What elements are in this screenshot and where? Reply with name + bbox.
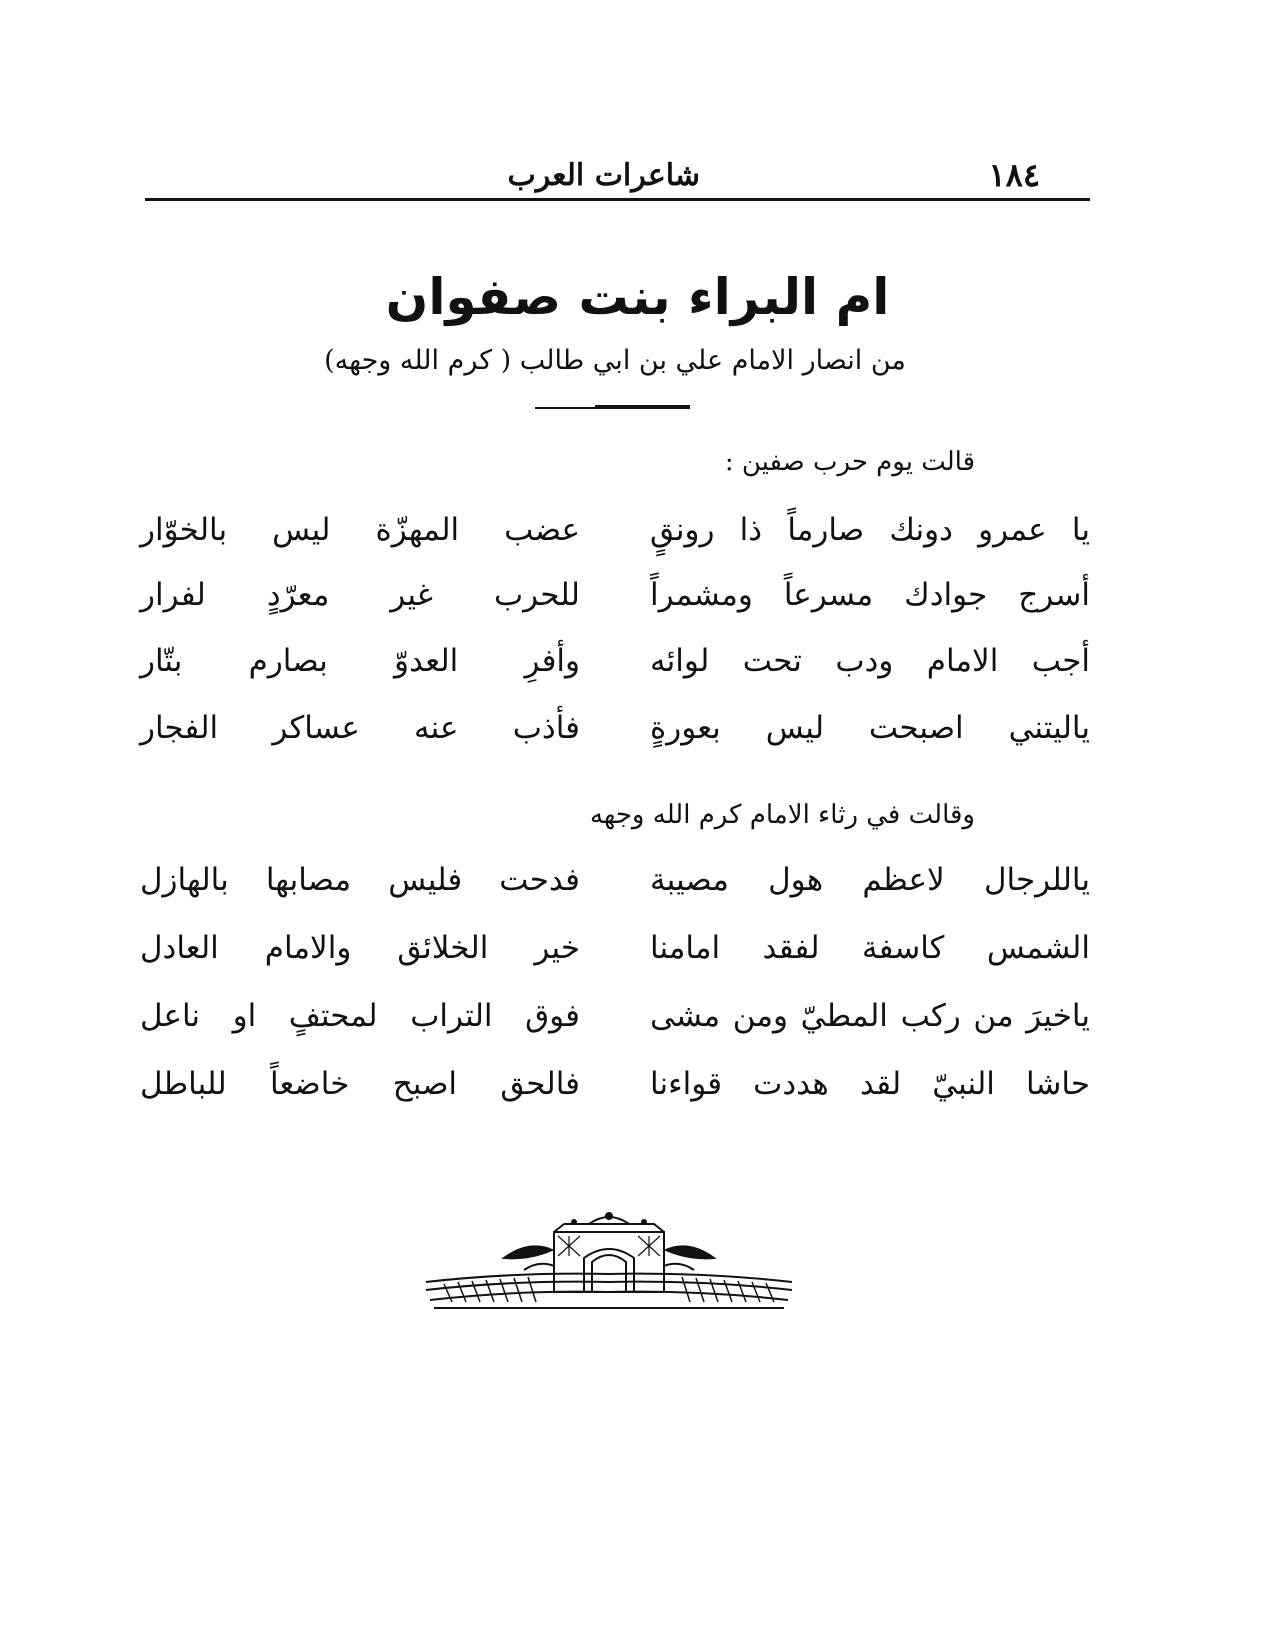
verse-line: [140, 643, 1090, 703]
verse-second-hemistich: للحرب غير معرّدٍ لفرار: [140, 577, 580, 613]
verse-first-hemistich: أسرج جوادك مسرعاً ومشمراً: [650, 577, 1090, 613]
page-number: ١٨٤: [988, 156, 1040, 194]
page-header: [145, 150, 1090, 202]
verse-first-hemistich: ياخيرَ من ركب المطيّ ومن مشى: [650, 998, 1090, 1034]
verse-second-hemistich: فأذب عنه عساكر الفجار: [140, 710, 580, 746]
poem-subtitle: من انصار الامام علي بن ابي طالب ( كرم الله وجهه): [324, 345, 906, 376]
section-intro: قالت يوم حرب صفين :: [724, 447, 975, 477]
verse-line: [140, 512, 1090, 572]
poem-title: ام البراء بنت صفوان: [385, 268, 890, 326]
verse-first-hemistich: أجب الامام ودب تحت لوائه: [650, 643, 1090, 679]
verse-second-hemistich: عضب المهزّة ليس بالخوّار: [140, 512, 580, 548]
verse-line: [140, 998, 1090, 1058]
verse-second-hemistich: خير الخلائق والامام العادل: [140, 930, 580, 966]
verse-line: [140, 710, 1090, 770]
verse-line: [140, 930, 1090, 990]
verse-line: [140, 1066, 1090, 1126]
verse-second-hemistich: فوق التراب لمحتفٍ او ناعل: [140, 998, 580, 1034]
verse-first-hemistich: حاشا النبيّ لقد هددت قواءنا: [650, 1066, 1090, 1102]
verse-second-hemistich: وأفرِ العدوّ بصارم بتّار: [140, 643, 580, 679]
verse-second-hemistich: فالحق اصبح خاضعاً للباطل: [140, 1066, 580, 1102]
verse-first-hemistich: يا عمرو دونك صارماً ذا رونقٍ: [650, 512, 1090, 548]
section-intro: وقالت في رثاء الامام كرم الله وجهه: [589, 800, 975, 830]
verse-first-hemistich: ياليتني اصبحت ليس بعورةٍ: [650, 710, 1090, 746]
verse-line: [140, 862, 1090, 922]
verse-line: [140, 577, 1090, 637]
verse-second-hemistich: فدحت فليس مصابها بالهازل: [140, 862, 580, 898]
verse-first-hemistich: ياللرجال لاعظم هول مصيبة: [650, 862, 1090, 898]
verse-first-hemistich: الشمس كاسفة لفقد امامنا: [650, 930, 1090, 966]
running-title: شاعرات العرب: [507, 158, 700, 193]
header-rule: [145, 198, 1090, 201]
title-separator-bold: [595, 405, 690, 409]
decorative-tailpiece-icon: [424, 1210, 794, 1320]
